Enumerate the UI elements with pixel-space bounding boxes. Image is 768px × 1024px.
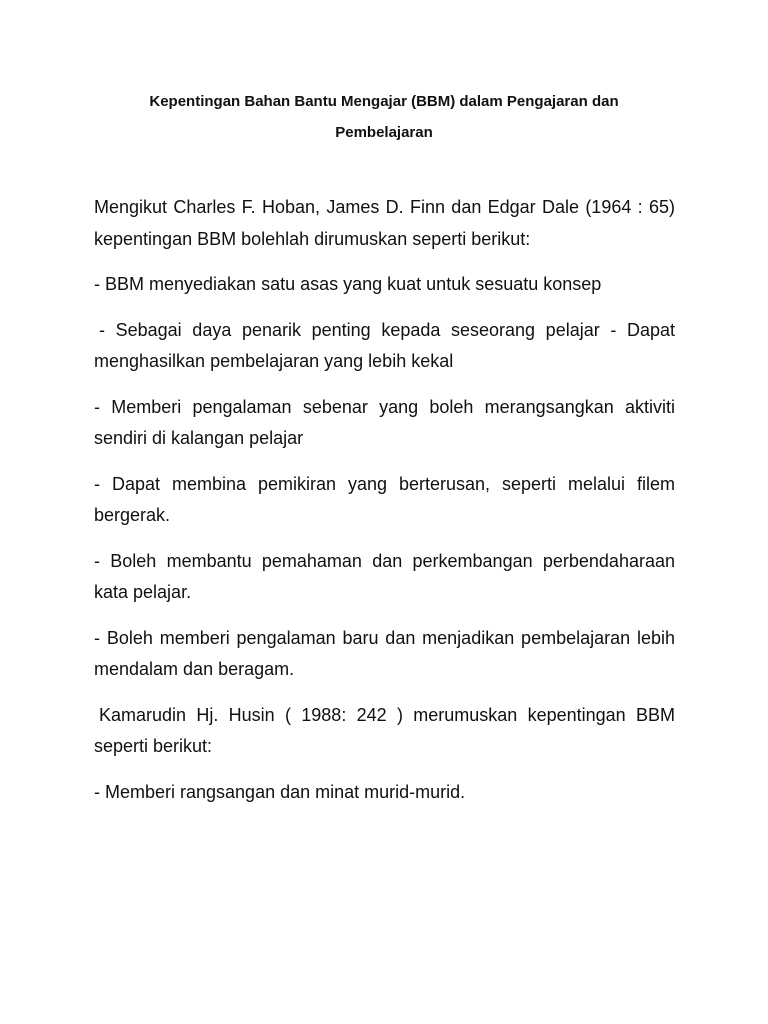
paragraph-bullet-7: - Memberi rangsangan dan minat murid-murid. — [94, 781, 466, 802]
paragraph-intro: Mengikut Charles F. Hoban, James D. Finn dan Edgar Dale (1964 : 65) kepentingan BBM bolehlah dirumuskan seperti berikut: — [94, 197, 675, 249]
paragraph-bullet-4: - Dapat membina pemikiran yang berterusan, seperti melalui filem bergerak. — [94, 473, 675, 525]
paragraph-bullet-1: - BBM menyediakan satu asas yang kuat untuk sesuatu konsep — [94, 274, 602, 294]
paragraph-kamarudin: Kamarudin Hj. Husin ( 1988: 242 ) merumuskan kepentingan BBM seperti berikut: — [94, 704, 675, 756]
title-line-1: Kepentingan Bahan Bantu Mengajar (BBM) dalam Pengajaran dan — [149, 93, 619, 110]
paragraph-bullet-2: - Sebagai daya penarik penting kepada seseorang pelajar - Dapat menghasilkan pembelajaran yang lebih kekal — [94, 319, 675, 371]
document-title — [80, 86, 688, 148]
paragraph-bullet-3: - Memberi pengalaman sebenar yang boleh merangsangkan aktiviti sendiri di kalangan pelajar — [94, 396, 675, 448]
paragraph-bullet-6: - Boleh memberi pengalaman baru dan menjadikan pembelajaran lebih mendalam dan beragam. — [94, 627, 675, 679]
document-body — [94, 192, 675, 822]
title-line-2: Pembelajaran — [335, 124, 433, 141]
paragraph-bullet-5: - Boleh membantu pemahaman dan perkembangan perbendaharaan kata pelajar. — [94, 550, 675, 602]
